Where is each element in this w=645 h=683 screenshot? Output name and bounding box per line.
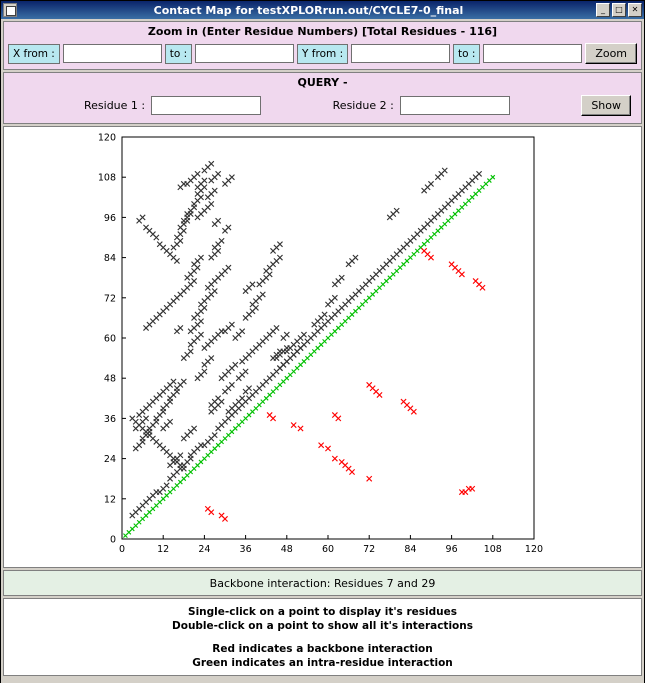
svg-text:36: 36	[239, 544, 252, 555]
svg-text:12: 12	[103, 494, 116, 506]
x-from-label: X from :	[8, 44, 60, 64]
status-panel	[3, 570, 642, 596]
residue1-input[interactable]	[151, 96, 261, 115]
svg-text:120: 120	[97, 132, 116, 144]
svg-text:0: 0	[109, 534, 116, 546]
zoom-header: Zoom in (Enter Residue Numbers) [Total Residues - 116]	[147, 25, 498, 38]
contact-map-svg[interactable]	[4, 127, 643, 567]
svg-text:108: 108	[97, 172, 116, 184]
query-header: QUERY -	[297, 76, 348, 89]
svg-text:60: 60	[103, 333, 116, 345]
help-line-1: Single-click on a point to display it's residues	[188, 605, 457, 618]
close-button[interactable]: ✕	[628, 3, 642, 17]
svg-text:72: 72	[363, 544, 376, 555]
x-from-input[interactable]	[63, 44, 162, 63]
zoom-panel	[3, 21, 642, 70]
y-from-input[interactable]	[351, 44, 450, 63]
x-to-input[interactable]	[195, 44, 294, 63]
contact-map-plot[interactable]	[3, 126, 642, 568]
svg-text:36: 36	[103, 413, 116, 425]
show-button[interactable]: Show	[581, 95, 631, 116]
help-line-3: Red indicates a backbone interaction	[212, 642, 433, 655]
svg-text:120: 120	[524, 544, 544, 555]
svg-text:96: 96	[445, 544, 458, 555]
y-to-input[interactable]	[483, 44, 582, 63]
svg-text:84: 84	[103, 253, 116, 265]
svg-text:84: 84	[404, 544, 417, 555]
svg-text:96: 96	[103, 212, 116, 224]
residue2-label: Residue 2 :	[332, 99, 394, 112]
y-to-label: to :	[453, 44, 480, 64]
window-icon	[3, 3, 17, 17]
svg-text:72: 72	[103, 293, 116, 305]
help-line-2: Double-click on a point to show all it's interactions	[172, 619, 473, 632]
svg-text:48: 48	[280, 544, 293, 555]
svg-text:108: 108	[483, 544, 502, 555]
svg-text:24: 24	[198, 544, 211, 555]
status-message: Backbone interaction: Residues 7 and 29	[209, 576, 436, 590]
query-controls-row	[4, 92, 641, 123]
maximize-button[interactable]: □	[612, 3, 626, 17]
query-panel	[3, 72, 642, 124]
svg-text:12: 12	[157, 544, 170, 555]
svg-text:48: 48	[103, 373, 116, 385]
svg-text:0: 0	[118, 544, 126, 555]
svg-text:24: 24	[103, 454, 116, 466]
y-from-label: Y from :	[297, 44, 348, 64]
zoom-controls-row	[4, 41, 641, 69]
help-panel	[3, 598, 642, 676]
minimize-button[interactable]: _	[596, 3, 610, 17]
residue2-input[interactable]	[400, 96, 510, 115]
residue1-label: Residue 1 :	[84, 99, 146, 112]
title-bar	[1, 1, 644, 19]
svg-text:60: 60	[321, 544, 335, 555]
x-to-label: to :	[165, 44, 192, 64]
bottom-filler	[1, 678, 644, 683]
zoom-button[interactable]: Zoom	[585, 43, 637, 64]
window-controls	[596, 3, 642, 17]
window-title: Contact Map for testXPLORrun.out/CYCLE7-0_final	[153, 3, 464, 17]
help-line-4: Green indicates an intra-residue interaction	[192, 656, 453, 669]
